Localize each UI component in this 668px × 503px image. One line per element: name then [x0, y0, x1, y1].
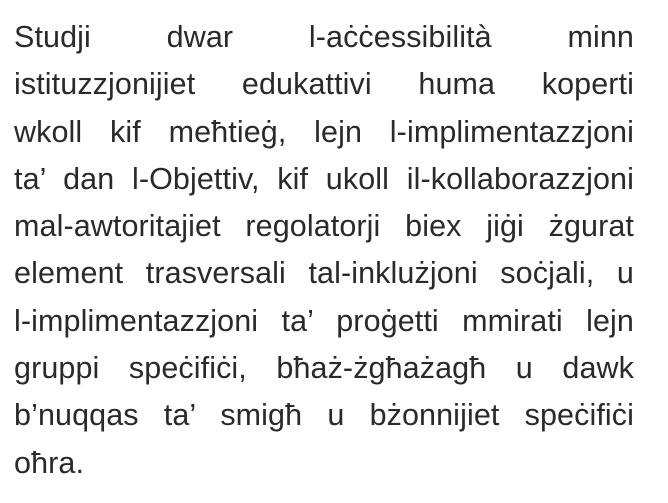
paragraph-line: mal-awtoritajiet regolatorji biex jiġi żgurat — [14, 209, 634, 244]
paragraph-line: l-implimentazzjoni ta’ proġetti mmirati lejn — [14, 303, 634, 338]
paragraph-line: gruppi speċifiċi, bħaż-żgħażagħ u dawk — [14, 351, 634, 386]
paragraph-line: element trasversali tal-inklużjoni soċjali, u — [14, 256, 634, 291]
paragraph-line: Studji dwar l-aċċessibilità minn — [14, 20, 634, 54]
paragraph-line: ta’ dan l-Objettiv, kif ukoll il-kollaborazzjoni — [14, 161, 634, 196]
body-paragraph — [14, 14, 634, 487]
paragraph-line: wkoll kif meħtieġ, lejn l-implimentazzjoni — [14, 114, 634, 149]
paragraph-line: oħra. — [14, 445, 85, 480]
paragraph-line: b’nuqqas ta’ smigħ u bżonnijiet speċifiċi — [14, 398, 634, 433]
paragraph-line: istituzzjonijiet edukattivi huma koperti — [14, 67, 634, 102]
